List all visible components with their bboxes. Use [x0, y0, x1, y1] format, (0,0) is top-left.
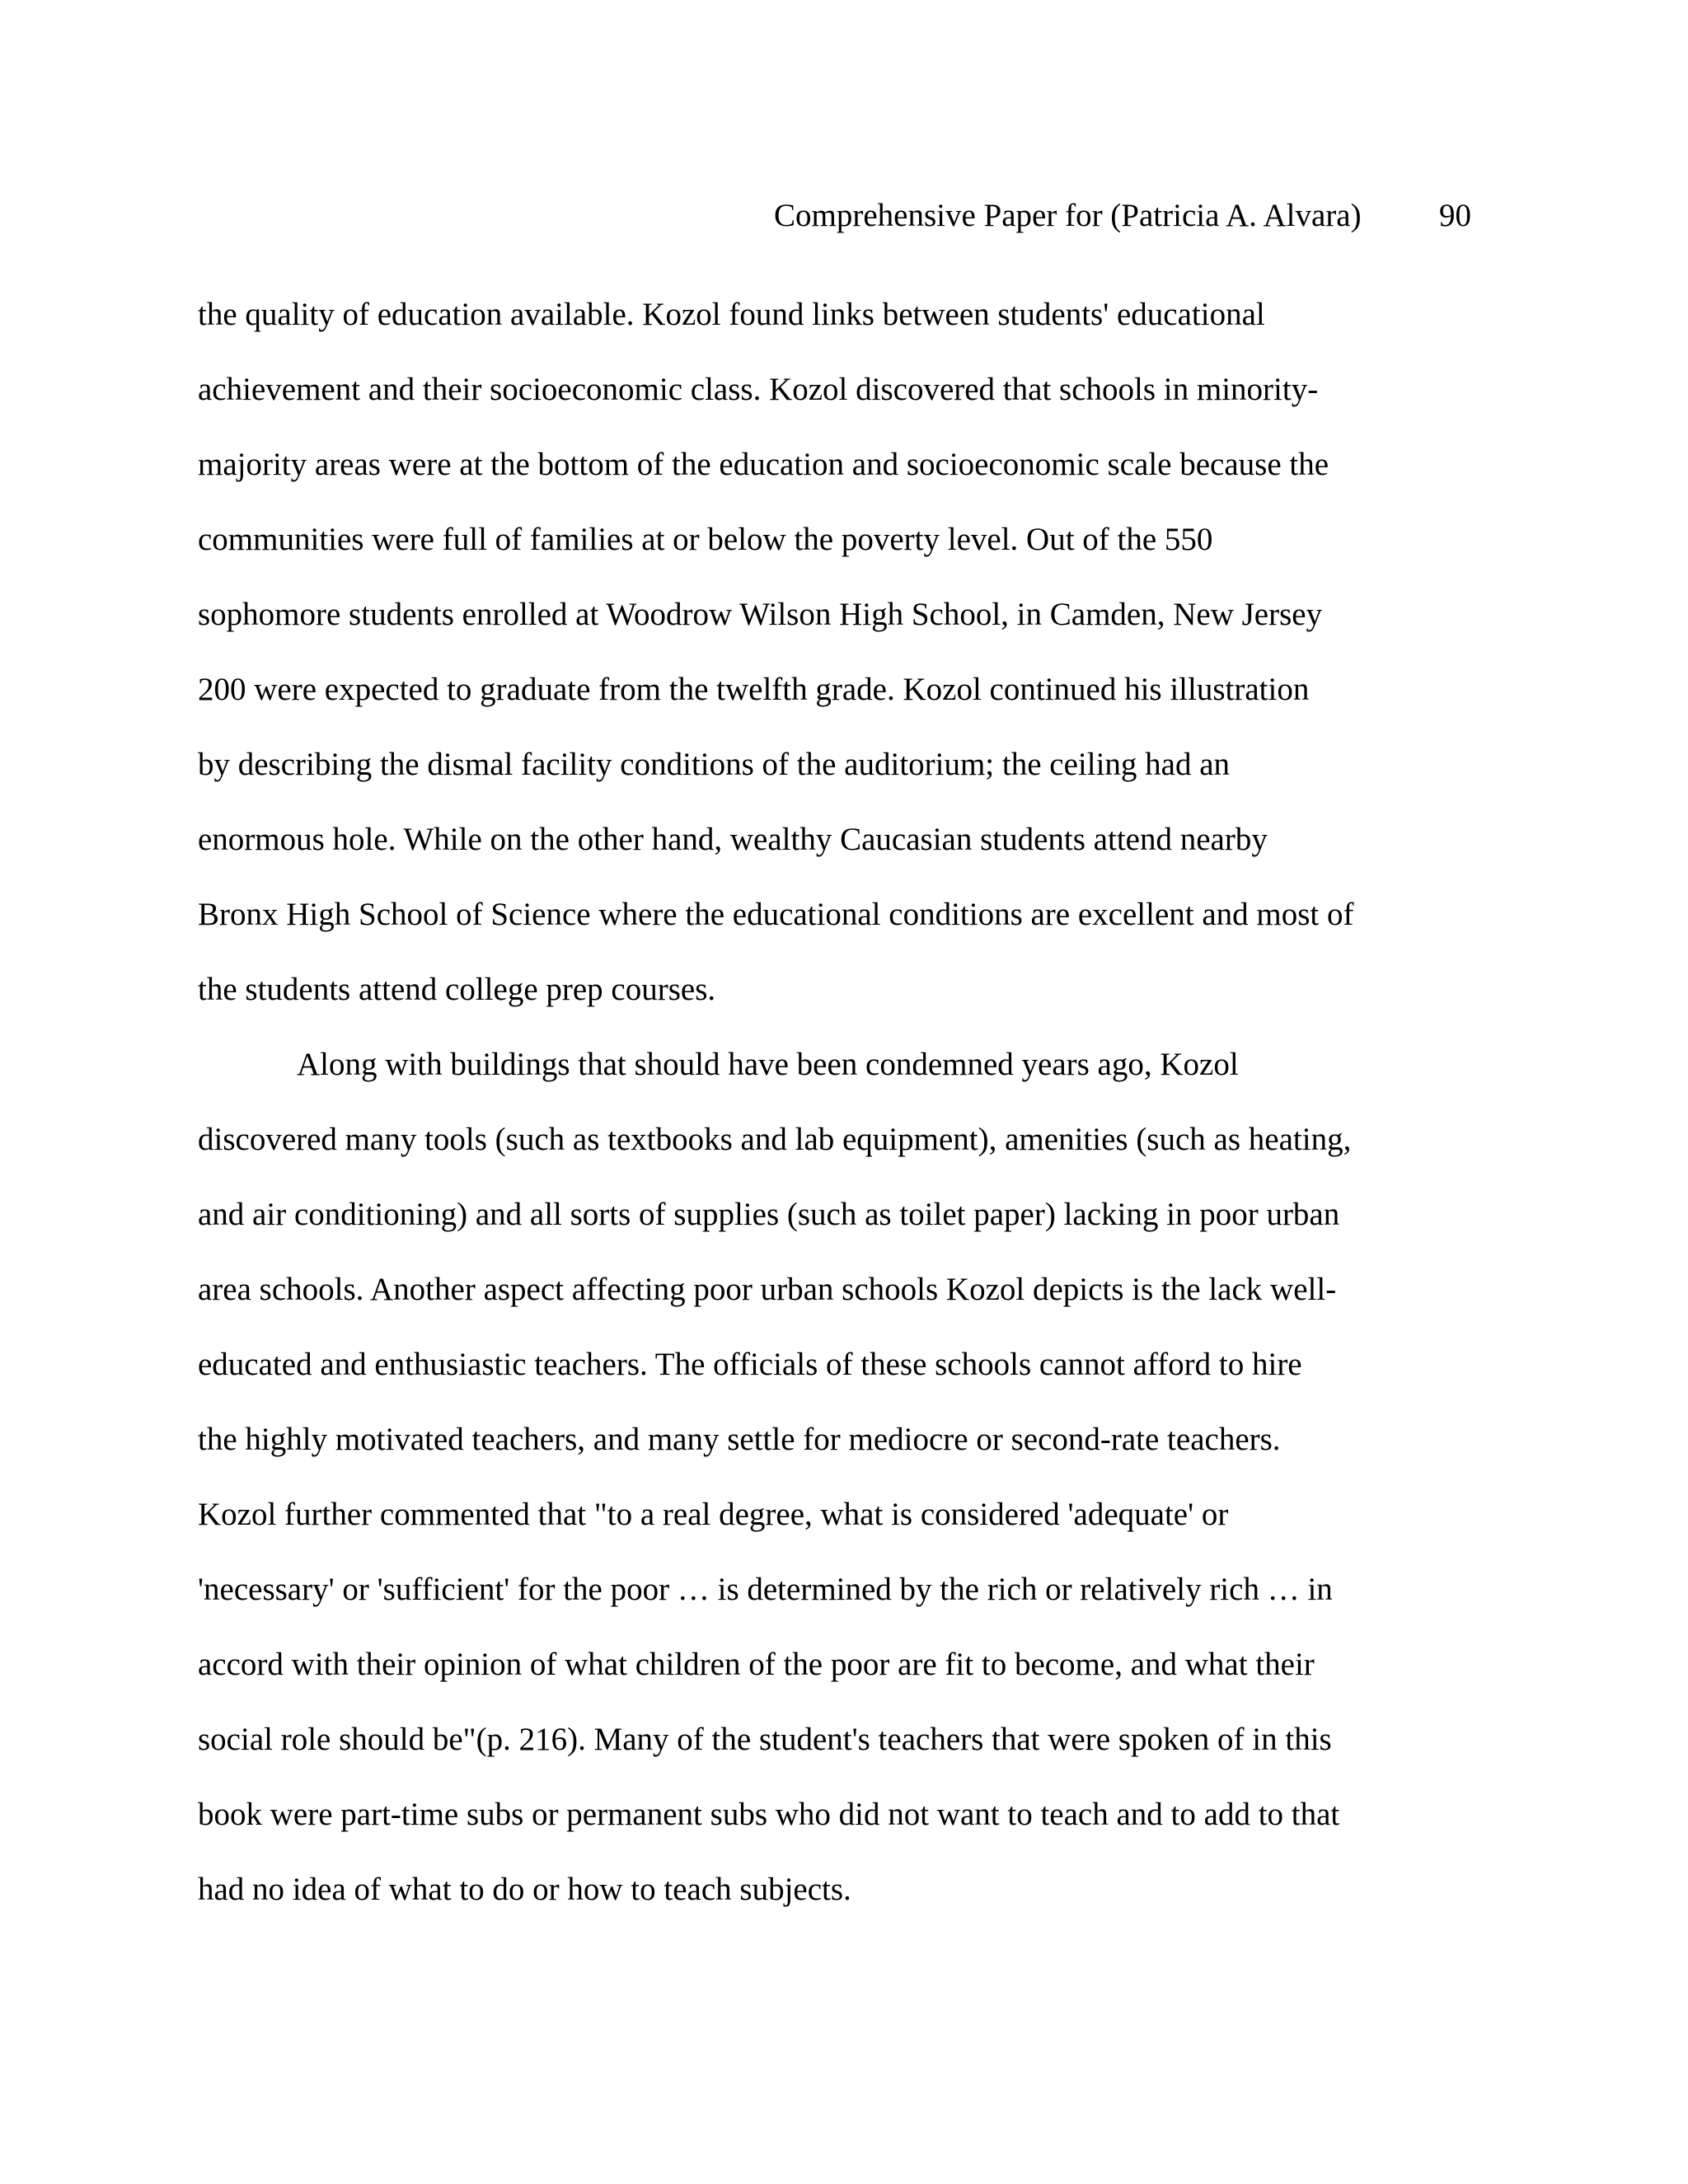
- body-line: the students attend college prep courses.: [198, 972, 716, 1007]
- body-line: and air conditioning) and all sorts of supplies (such as toilet paper) lacking in poor urban: [198, 1197, 1340, 1232]
- body-line: sophomore students enrolled at Woodrow Wilson High School, in Camden, New Jersey: [198, 597, 1323, 632]
- body-line: educated and enthusiastic teachers. The officials of these schools cannot afford to hire: [198, 1347, 1302, 1382]
- body-line: discovered many tools (such as textbooks and lab equipment), amenities (such as heating,: [198, 1122, 1352, 1157]
- body-line: Kozol further commented that "to a real degree, what is considered 'adequate' or: [198, 1497, 1229, 1532]
- running-head: Comprehensive Paper for (Patricia A. Alvara): [774, 198, 1362, 233]
- body-line: majority areas were at the bottom of the education and socioeconomic scale because the: [198, 447, 1329, 482]
- body-line: Bronx High School of Science where the educational conditions are excellent and most of: [198, 897, 1354, 932]
- body-line: achievement and their socioeconomic class. Kozol discovered that schools in minority-: [198, 372, 1319, 407]
- body-line: 200 were expected to graduate from the twelfth grade. Kozol continued his illustration: [198, 672, 1310, 707]
- body-line: the quality of education available. Kozol found links between students' educational: [198, 297, 1265, 332]
- body-line: accord with their opinion of what children of the poor are fit to become, and what their: [198, 1647, 1315, 1682]
- body-line: area schools. Another aspect affecting poor urban schools Kozol depicts is the lack well-: [198, 1272, 1337, 1307]
- body-line: book were part-time subs or permanent subs who did not want to teach and to add to that: [198, 1797, 1340, 1832]
- body-line: had no idea of what to do or how to teach subjects.: [198, 1872, 851, 1907]
- body-line: social role should be"(p. 216). Many of the student's teachers that were spoken of in this: [198, 1722, 1332, 1757]
- page-number: 90: [1439, 198, 1471, 233]
- body-line: enormous hole. While on the other hand, wealthy Caucasian students attend nearby: [198, 822, 1268, 857]
- body-line: 'necessary' or 'sufficient' for the poor … is determined by the rich or relatively rich … in: [198, 1572, 1333, 1607]
- body-line: communities were full of families at or below the poverty level. Out of the 550: [198, 522, 1213, 557]
- body-line: the highly motivated teachers, and many settle for mediocre or second-rate teachers.: [198, 1422, 1281, 1457]
- body-line: by describing the dismal facility conditions of the auditorium; the ceiling had an: [198, 747, 1231, 782]
- paragraph-first-line: Along with buildings that should have been condemned years ago, Kozol: [297, 1047, 1239, 1082]
